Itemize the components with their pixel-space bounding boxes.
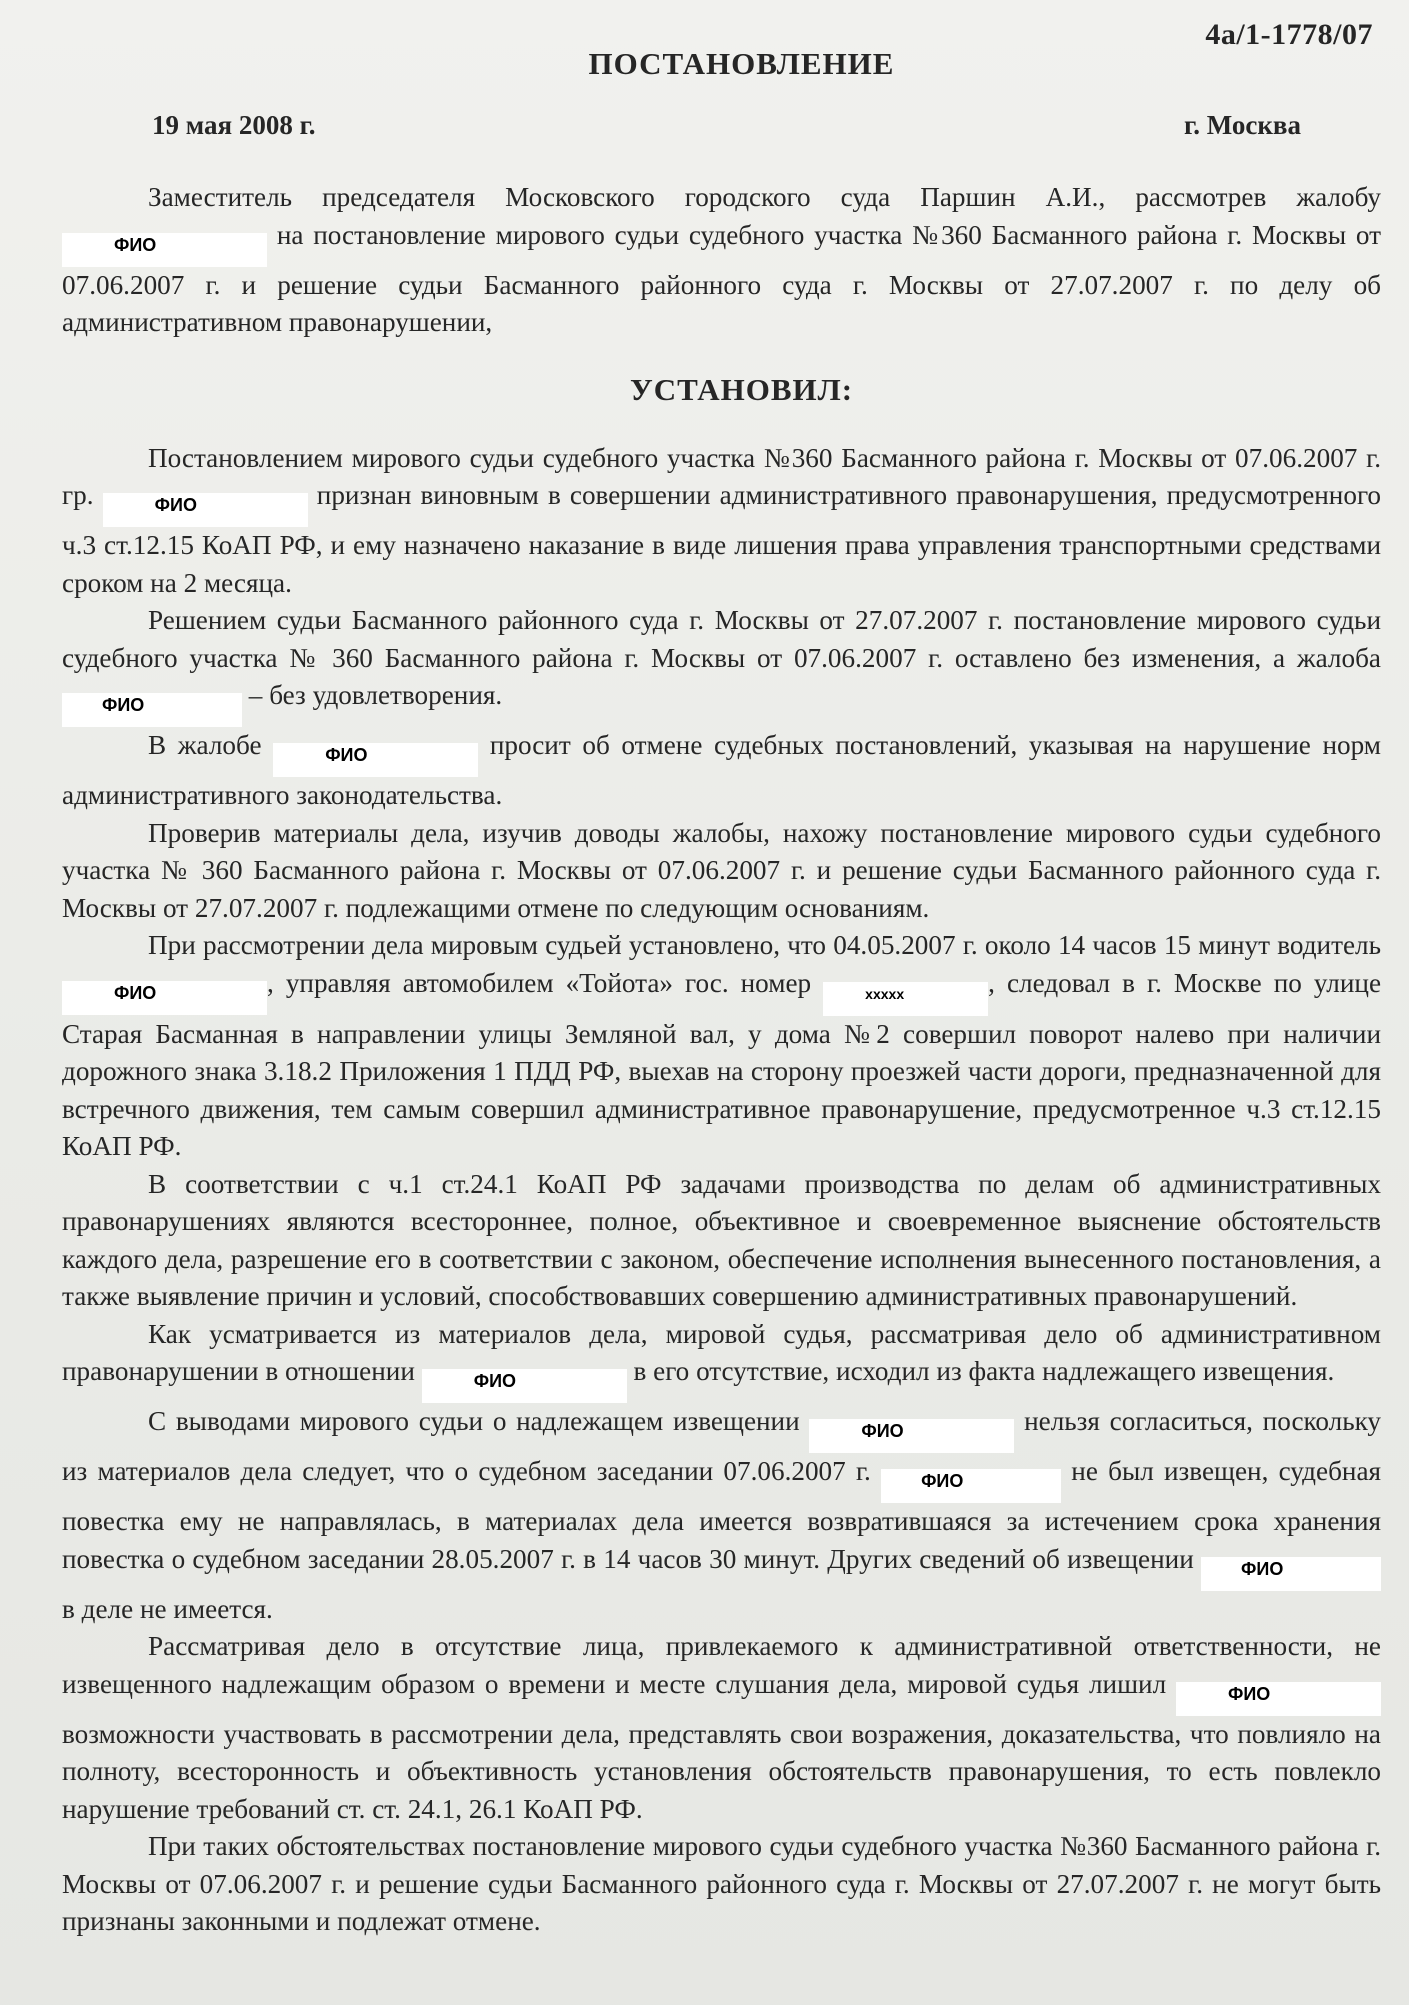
intro-paragraph	[62, 179, 1381, 342]
paragraph-1	[62, 440, 1381, 603]
p3-text-a: В жалобе	[148, 730, 262, 760]
date-city-row	[152, 88, 1301, 141]
paragraph-9	[62, 1628, 1381, 1828]
intro-text-b: на постановление мирового судьи судебного участка №360 Басманного района г. Москвы от 07.06.2007 г. и решение судьи Басманного районного суда г. Москвы от 27.07.2007 г. по делу об административном правонарушении,	[62, 219, 1382, 337]
p7-text-a: Как усматривается из материалов дела, мировой судья, рассматривая дело об административном правонарушении в отношении	[62, 1318, 1381, 1386]
intro-text-a: Заместитель председателя Московского городского суда Паршин А.И., рассмотрев жалобу	[148, 182, 1381, 212]
p5-text-b: , управляя автомобилем «Тойота» гос. номер	[267, 967, 812, 998]
p8-text-c: не был извещен, судебная повестка ему не направлялась, в материалах дела имеется возвратившаяся за истечением срока хранения повестка о судебном заседании 28.05.2007 г. в 14 часов 30 минут. Других сведений об извещении	[62, 1456, 1382, 1574]
redacted-name-box: ФИО	[1201, 1557, 1381, 1591]
paragraph-4: Проверив материалы дела, изучив доводы жалобы, нахожу постановление мирового судьи судебного участка № 360 Басманного района г. Москвы от 07.06.2007 г. и решение судьи Басманного районного суда г. Москвы от 27.07.2007 г. подлежащими отмене по следующим основаниям.	[62, 817, 1381, 923]
p8-text-b: нельзя согласиться, поскольку из материалов дела следует, что о судебном заседании 07.06.2007 г.	[62, 1406, 1382, 1486]
redacted-name-box: ФИО	[422, 1369, 627, 1403]
p8-text-a: С выводами мирового судьи о надлежащем извещении	[148, 1406, 800, 1436]
redacted-name-box: ФИО	[62, 981, 267, 1015]
redacted-plate-box: ххххх	[823, 982, 988, 1016]
paragraph-3	[62, 727, 1381, 815]
case-number: 4а/1-1778/07	[1205, 18, 1373, 51]
p1-text-b: признан виновным в совершении административного правонарушения, предусмотренного ч.3 ст.12.15 КоАП РФ, и ему назначено наказание в виде лишения права управления транспортными средствами сроком на 2 месяца.	[62, 480, 1382, 598]
p9-text-b: возможности участвовать в рассмотрении дела, представлять свои возражения, доказательства, что повлияло на полноту, всесторонность и объективность установления обстоятельств правонарушения, то есть повлекло нарушение требований ст. ст. 24.1, 26.1 КоАП РФ.	[62, 1718, 1381, 1824]
redacted-name-box: ФИО	[809, 1419, 1014, 1453]
paragraph-6: В соответствии с ч.1 ст.24.1 КоАП РФ задачами производства по делам об административных правонарушениях являются всестороннее, полное, объективное и своевременное выяснение обстоятельств каждого дела, разрешение его в соответствии с законом, обеспечение исполнения вынесенного постановления, а также выявление причин и условий, способствовавших совершению административных правонарушений.	[62, 1168, 1381, 1311]
paragraph-5	[62, 927, 1381, 1166]
paragraph-8	[62, 1403, 1381, 1628]
p9-text-a: Рассматривая дело в отсутствие лица, привлекаемого к административной ответственности, не извещенного надлежащим образом о времени и месте слушания дела, мировой судья лишил	[62, 1631, 1381, 1699]
paragraph-7	[62, 1316, 1381, 1404]
redacted-name-box: ФИО	[103, 493, 308, 527]
p7-text-b: в его отсутствие, исходил из факта надлежащего извещения.	[633, 1356, 1335, 1386]
p2-text-b: – без удовлетворения.	[248, 680, 503, 710]
p5-text-c: , следовал в г. Москве по улице Старая Басманная в направлении улицы Земляной вал, у дома №2 совершил поворот налево при наличии дорожного знака 3.18.2 Приложения 1 ПДД РФ, выехав на сторону проезжей части дороги, предназначенной для встречного движения, тем самым совершил административное правонарушение, предусмотренное ч.3 ст.12.15 КоАП РФ.	[62, 967, 1382, 1161]
redacted-name-box: ФИО	[1176, 1682, 1381, 1716]
redacted-name-box: ФИО	[273, 743, 478, 777]
p2-text-a: Решением судьи Басманного районного суда г. Москвы от 27.07.2007 г. постановление мирового судьи судебного участка № 360 Басманного района г. Москвы от 07.06.2007 г. оставлено без изменения, а жалоба	[62, 605, 1381, 673]
p5-text-a: При рассмотрении дела мировым судьей установлено, что 04.05.2007 г. около 14 часов 15 минут водитель	[148, 930, 1381, 960]
paragraph-10: При таких обстоятельствах постановление мирового судьи судебного участка №360 Басманного района г. Москвы от 07.06.2007 г. и решение судьи Басманного районного суда г. Москвы от 27.07.2007 г. не могут быть признаны законными и подлежат отмене.	[62, 1831, 1381, 1936]
paragraph-2	[62, 602, 1381, 727]
section-heading-established: УСТАНОВИЛ:	[629, 371, 854, 407]
redacted-name-box: ФИО	[62, 693, 242, 727]
redacted-name-box: ФИО	[881, 1469, 1061, 1503]
p8-text-d: в деле не имеется.	[62, 1593, 273, 1624]
document-city: г. Москва	[1184, 110, 1301, 140]
document-title: ПОСТАНОВЛЕНИЕ	[588, 46, 895, 81]
p3-text-b: просит об отмене судебных постановлений, указывая на нарушение норм административного законодательства.	[62, 730, 1381, 810]
redacted-name-box: ФИО	[62, 233, 267, 267]
document-date: 19 мая 2008 г.	[152, 110, 316, 140]
p1-text-a: Постановлением мирового судьи судебного участка №360 Басманного района г. Москвы от 07.06.2007 г. гр.	[62, 442, 1381, 510]
